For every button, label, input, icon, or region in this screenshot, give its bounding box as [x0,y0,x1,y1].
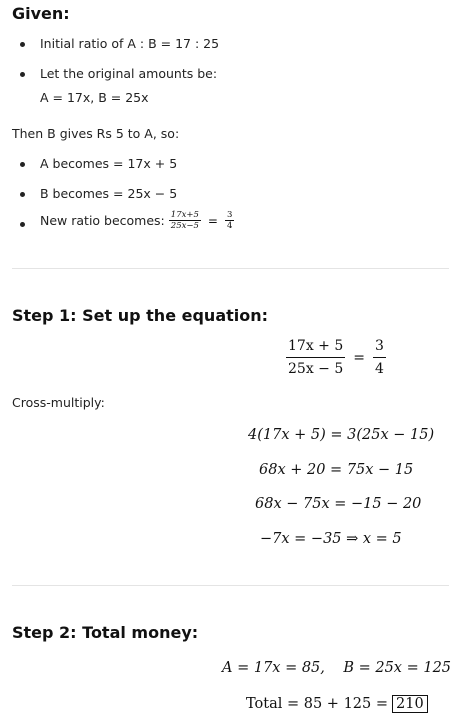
a-becomes: A becomes = 17x + 5 [40,156,178,171]
step1-ratio [373,338,386,377]
new-ratio-denominator: 25x−5 [170,221,199,231]
new-ratio-label: New ratio becomes: [40,213,165,228]
bullet-dot [20,222,25,227]
given-amounts: A = 17x, B = 25x [40,90,149,105]
new-ratio-value-den: 4 [226,221,233,231]
step1-equation [286,338,386,377]
total-line [246,695,428,713]
new-ratio-value [225,210,234,231]
new-ratio-fraction [169,210,201,231]
step1-fraction [286,338,345,377]
given-amounts-label: Let the original amounts be: [40,66,218,81]
b-becomes: B becomes = 25x − 5 [40,186,178,201]
equation-line-1: 4(17x + 5) = 3(25x − 15) [248,427,435,443]
step1-equals: = [353,349,365,366]
new-ratio-numerator: 17x+5 [170,210,199,220]
step1-ratio-num: 3 [374,338,384,354]
step2-heading: Step 2: Total money: [12,623,199,642]
equation-line-2: 68x + 20 = 75x − 15 [259,462,414,478]
divider [12,585,449,586]
new-ratio [40,210,234,231]
total-label: Total = 85 + 125 = [246,696,389,712]
divider [12,268,449,269]
new-ratio-equals: = [207,213,218,228]
step1-numerator: 17x + 5 [288,338,344,354]
given-ratio: Initial ratio of A : B = 17 : 25 [40,36,220,51]
step1-ratio-den: 4 [374,361,384,377]
step1-heading: Step 1: Set up the equation: [12,306,269,325]
bullet-dot [20,42,25,47]
step1-denominator: 25x − 5 [288,361,344,377]
cross-multiply-label: Cross-multiply: [12,395,105,410]
total-answer: 210 [392,695,428,713]
amounts-line: A = 17x = 85, B = 25x = 125 [222,660,452,676]
bullet-dot [20,192,25,197]
bullet-dot [20,72,25,77]
transfer-text: Then B gives Rs 5 to A, so: [12,126,180,141]
given-heading: Given: [12,4,70,23]
bullet-dot [20,162,25,167]
new-ratio-value-num: 3 [226,210,233,220]
equation-line-3: 68x − 75x = −15 − 20 [255,496,422,512]
equation-line-4: −7x = −35 ⇒ x = 5 [260,531,402,547]
